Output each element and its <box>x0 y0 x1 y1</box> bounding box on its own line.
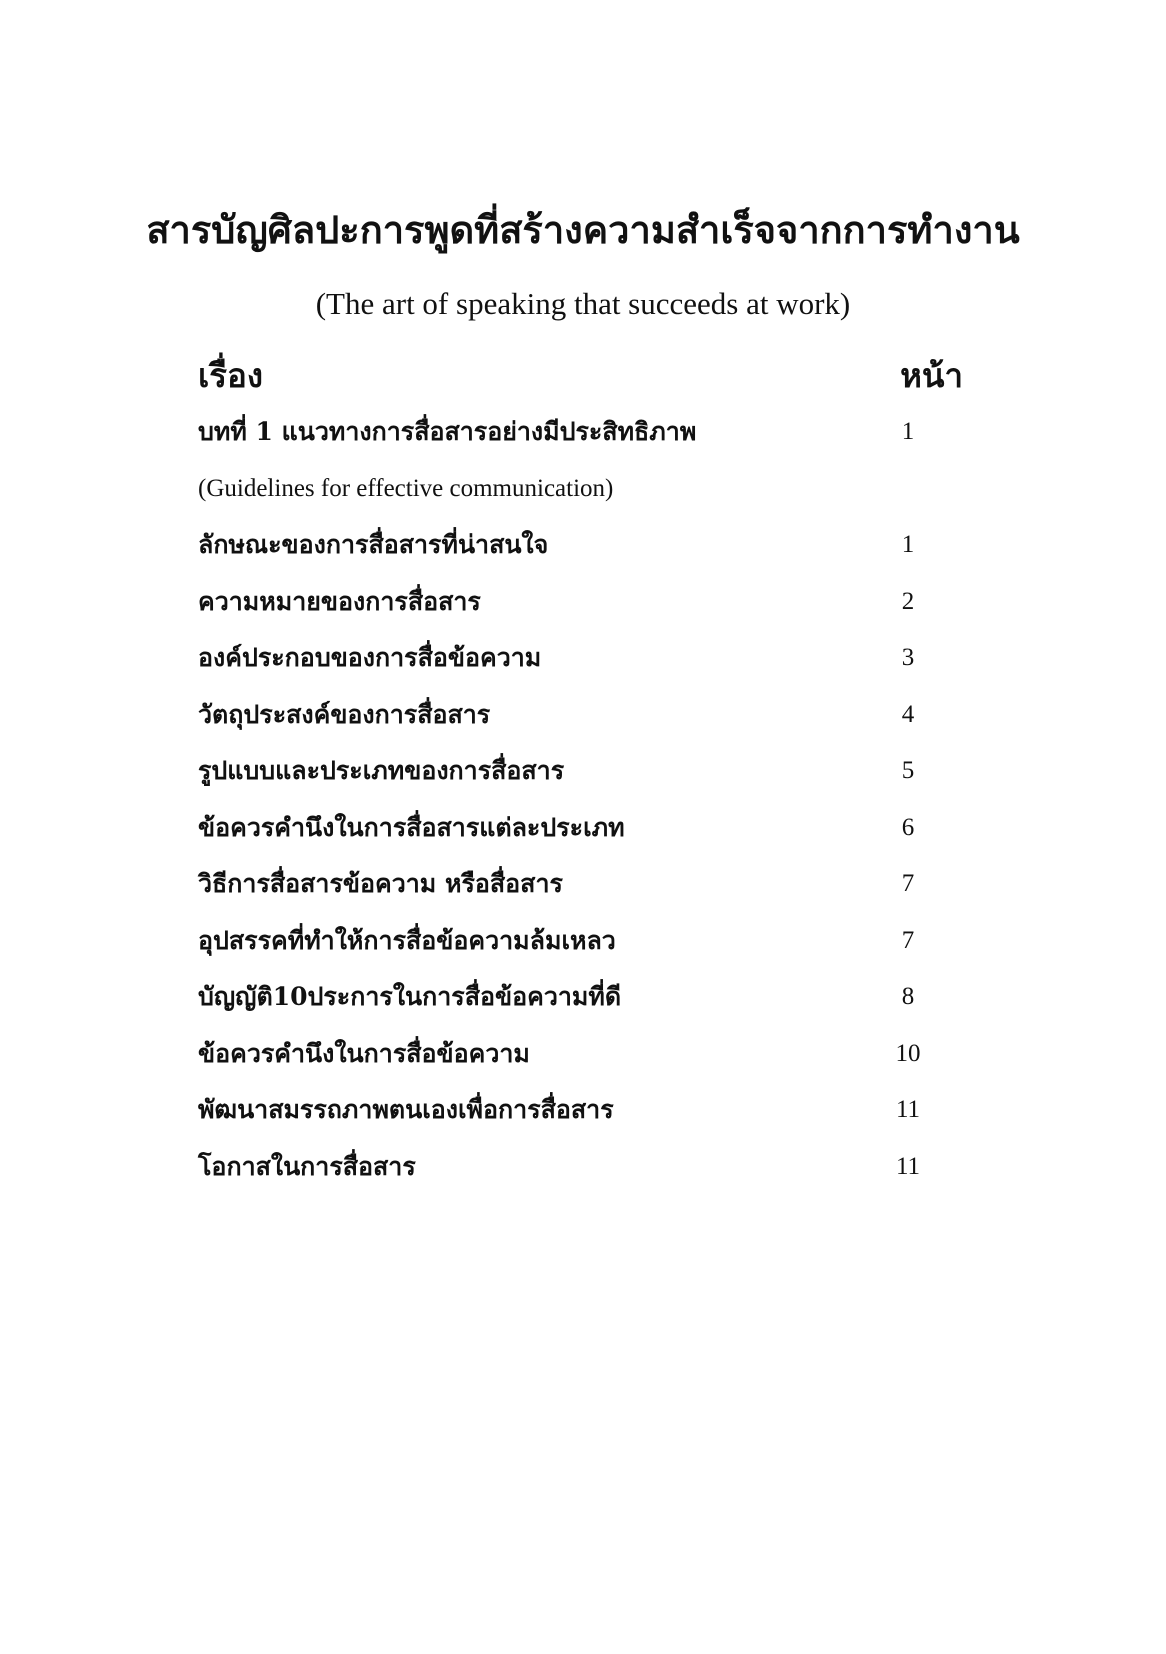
toc-entry-text: ลักษณะของการสื่อสารที่น่าสนใจ <box>198 530 549 559</box>
toc-entry-chapter-1 <box>198 412 938 469</box>
toc-entry-page: 8 <box>901 983 915 1010</box>
toc-entry <box>198 695 938 752</box>
toc-entry-page: 10 <box>895 1039 921 1067</box>
page-subtitle: (The art of speaking that succeeds at work) <box>315 286 851 321</box>
toc-entry-page: 7 <box>901 926 915 954</box>
toc-entry <box>198 1147 938 1204</box>
toc-entry-page: 11 <box>895 1096 921 1123</box>
toc-entry <box>198 525 938 582</box>
toc-entry-page: 2 <box>901 587 915 615</box>
toc-entry-page: 11 <box>895 1152 921 1180</box>
toc-entry-text: บทที่ 1 แนวทางการสื่อสารอย่างมีประสิทธิภาพ <box>198 417 697 446</box>
toc-entry-text: ข้อควรคำนึงในการสื่อข้อความ <box>198 1038 530 1068</box>
toc-list <box>198 412 938 1203</box>
toc-entry-text: อุปสรรคที่ทำให้การสื่อข้อความล้มเหลว <box>198 925 616 955</box>
toc-entry-page: 5 <box>901 757 915 784</box>
toc-entry-text: พัฒนาสมรรถภาพตนเองเพื่อการสื่อสาร <box>198 1095 614 1124</box>
toc-entry-page: 6 <box>901 813 915 841</box>
toc-entry <box>198 582 938 639</box>
toc-entry <box>198 921 938 978</box>
toc-entry-page: 7 <box>901 870 915 897</box>
toc-entry <box>198 808 938 865</box>
toc-entry-text: บัญญัติ10ประการในการสื่อข้อความที่ดี <box>198 982 622 1011</box>
toc-entry-chapter-1-english <box>198 469 938 526</box>
toc-entry <box>198 638 938 695</box>
toc-entry <box>198 751 938 808</box>
toc-entry <box>198 864 938 921</box>
toc-entry-text: โอกาสในการสื่อสาร <box>198 1151 416 1181</box>
page-title: สารบัญศิลปะการพูดที่สร้างความสำเร็จจากการทำงาน <box>146 207 1020 252</box>
toc-entry-text: (Guidelines for effective communication) <box>198 474 614 502</box>
toc-entry-text: วิธีการสื่อสารข้อความ หรือสื่อสาร <box>198 869 563 898</box>
toc-entry <box>198 1090 938 1147</box>
toc-entry-page: 1 <box>901 418 915 445</box>
toc-entry-page: 4 <box>901 700 915 728</box>
toc-topic-label: เรื่อง <box>198 356 263 395</box>
toc-entry-text: ความหมายของการสื่อสาร <box>198 586 481 616</box>
toc-page-label: หน้า <box>900 356 963 395</box>
toc-entry-text: ข้อควรคำนึงในการสื่อสารแต่ละประเภท <box>198 812 625 842</box>
toc-entry <box>198 977 938 1034</box>
toc-entry <box>198 1034 938 1091</box>
toc-header <box>198 350 963 402</box>
toc-entry-page: 1 <box>901 531 915 558</box>
toc-entry-text: รูปแบบและประเภทของการสื่อสาร <box>198 756 565 785</box>
toc-entry-page: 3 <box>901 644 915 671</box>
toc-entry-text: องค์ประกอบของการสื่อข้อความ <box>198 643 542 672</box>
toc-entry-text: วัตถุประสงค์ของการสื่อสาร <box>198 699 491 729</box>
